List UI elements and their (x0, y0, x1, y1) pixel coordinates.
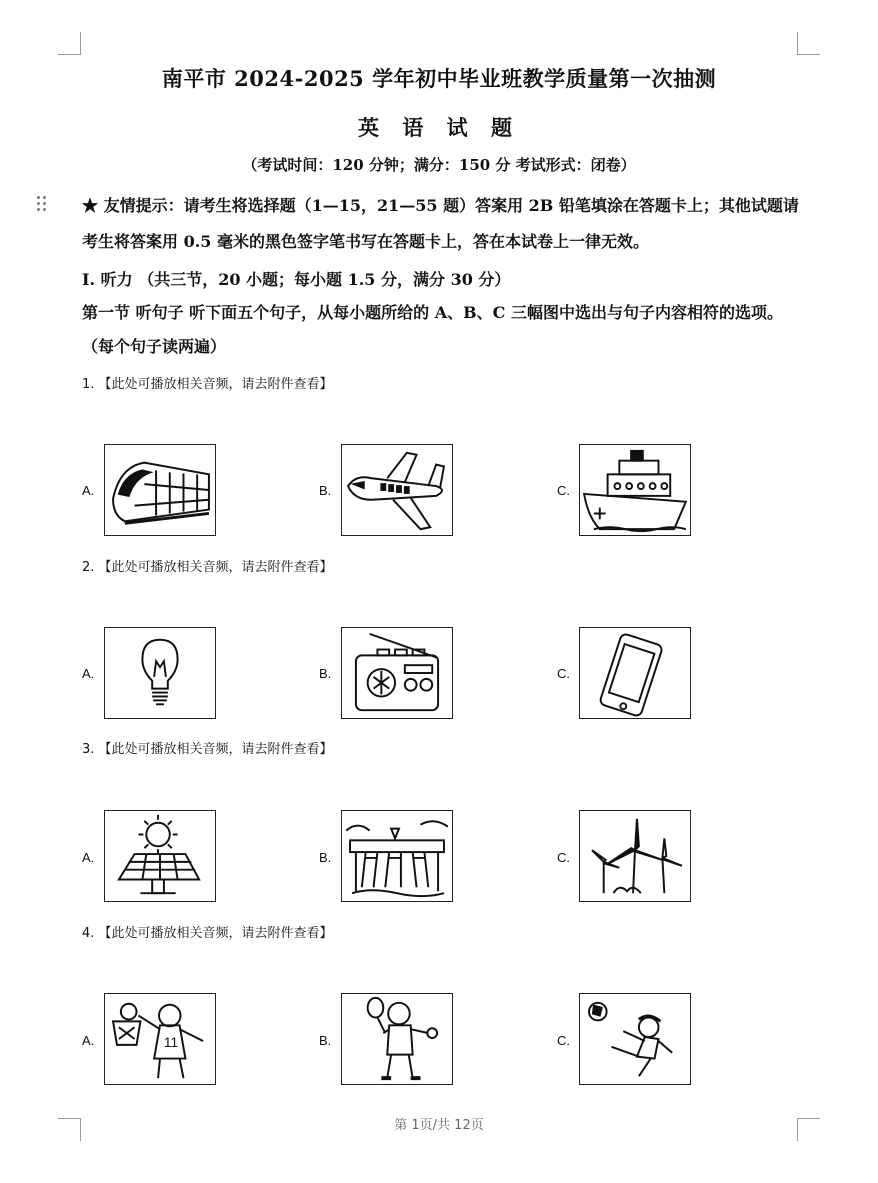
airplane-image[interactable] (341, 444, 453, 536)
boy-playing-tennis-image[interactable] (341, 993, 453, 1085)
ship-image[interactable] (579, 444, 691, 536)
option-label: C. (557, 483, 570, 498)
option-label: A. (82, 483, 95, 498)
drag-handle-icon[interactable] (37, 196, 49, 212)
notice-text: ★ 友情提示：请考生将选择题（1—15，21—55 题）答案用 2B 铅笔填涂在答题卡上；其他试题请考生将答案用 0.5 毫米的黑色签字笔书写在答题卡上，答在本试卷上一律无效。 (82, 196, 799, 251)
crop-mark-top-left (58, 32, 81, 55)
option-label: C. (557, 666, 570, 681)
option-label: C. (557, 1033, 570, 1048)
boy-playing-football-image[interactable] (579, 993, 691, 1085)
question-prompt: 3. 【此处可播放相关音频，请去附件查看】 (82, 742, 333, 757)
page-number: 第 1页/共 12页 (394, 1118, 484, 1133)
option-label: A. (82, 666, 95, 681)
light-bulb-image[interactable] (104, 627, 216, 719)
boy-playing-basketball-image[interactable] (104, 993, 216, 1085)
high-speed-train-image[interactable] (104, 444, 216, 536)
wind-turbines-image[interactable] (579, 810, 691, 902)
crop-mark-top-right (797, 32, 820, 55)
option-label: B. (319, 1033, 332, 1048)
solar-panel-image[interactable] (104, 810, 216, 902)
option-label: A. (82, 1033, 95, 1048)
option-label: B. (319, 850, 332, 865)
option-label: C. (557, 850, 570, 865)
exam-title: 南平市 2024-2025 学年初中毕业班教学质量第一次抽测 (161, 66, 717, 91)
radio-image[interactable] (341, 627, 453, 719)
question-prompt: 4. 【此处可播放相关音频，请去附件查看】 (82, 926, 333, 941)
part-instructions: 第一节 听句子 听下面五个句子，从每小题所给的 A、B、C 三幅图中选出与句子内容相符的选项。（每个句子读两遍） (82, 303, 783, 356)
option-label: B. (319, 483, 332, 498)
smartphone-image[interactable] (579, 627, 691, 719)
option-label: A. (82, 850, 95, 865)
question-prompt: 2. 【此处可播放相关音频，请去附件查看】 (82, 560, 333, 575)
section-heading: I. 听力 （共三节，20 小题；每小题 1.5 分，满分 30 分） (82, 270, 511, 289)
subject-title: 英 语 试 题 (358, 115, 520, 140)
option-label: B. (319, 666, 332, 681)
question-prompt: 1. 【此处可播放相关音频，请去附件查看】 (82, 377, 333, 392)
exam-info: （考试时间：120 分钟；满分：150 分 考试形式：闭卷） (242, 156, 636, 174)
hydropower-dam-image[interactable] (341, 810, 453, 902)
svg-text:11: 11 (163, 1034, 179, 1050)
